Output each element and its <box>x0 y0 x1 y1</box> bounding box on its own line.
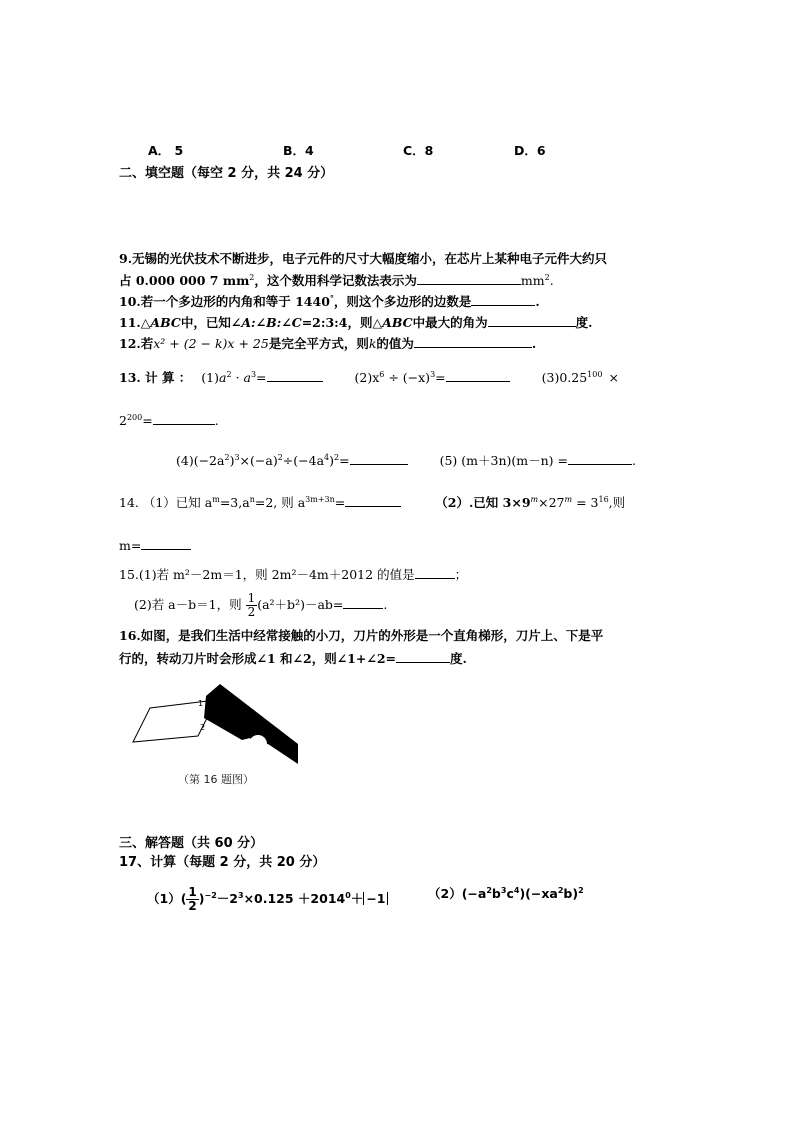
q15-line1: 15.(1)若 m²－2m＝1，则 2m²－4m＋2012 的值是 ； <box>119 567 468 582</box>
q12-answer-blank[interactable] <box>414 335 532 348</box>
q13-2-answer-blank[interactable] <box>446 369 510 382</box>
q13-3-answer-blank[interactable] <box>153 412 215 425</box>
q12: 12.若x² + (2 − k)x + 25是完全平方式，则k的值为 . <box>119 336 537 351</box>
q9-line1: 9.无锡的光伏技术不断进步，电子元件的尺寸大幅度缩小，在芯片上某种电子元件大约只 <box>119 251 608 266</box>
knife-blade <box>204 684 298 764</box>
q9-unit: mm <box>520 273 545 288</box>
q15-line2: (2)若 a－b＝1，则 $\frac{1}{2}$ (a²＋b²)－ab= . <box>134 591 388 619</box>
q16-answer-blank[interactable] <box>396 650 450 663</box>
q14-line2: m= <box>119 537 191 554</box>
section-heading-solutions: 三、解答题（共 60 分） <box>119 836 264 851</box>
q13-line1: 13. 计 算 ： $(1)a^2 \cdot a^3= (2)x^6 \div (-x)^3= (3)0.25^{100}$ × <box>119 369 619 385</box>
choice-b: B．4 <box>283 143 314 158</box>
q13-line2: $2^{200}=$ . <box>119 412 219 428</box>
q9-answer-blank[interactable] <box>417 272 521 285</box>
q13-line3: $(4)(-2a^2)^3\times(-a)^2\div(-4a^4)^2= (5) (m+3n)(m-n)$ = . <box>176 452 636 468</box>
q15-fraction: $\frac{1}{2}$ <box>247 591 256 619</box>
blade-notch <box>249 735 267 753</box>
choice-d: D．6 <box>514 143 546 158</box>
knife-figure <box>128 678 303 770</box>
q10: 10.若一个多边形的内角和等于 1440°，则这个多边形的边数是 . <box>119 292 540 309</box>
q15-1-answer-blank[interactable] <box>415 566 455 579</box>
choice-c: C．8 <box>403 143 434 158</box>
q12-expression: x² + (2 − k)x + 25 <box>153 336 269 351</box>
q9-text: ，这个数用科学记数法表示为 <box>254 273 417 288</box>
q14-line1: 14. （1）已知 $a^m=3,a^n=2$, 则 $a^{3m+3n}= (2)$.已知 $3\times 9^m\times 27^m = 3^{16}$,则 <box>119 494 626 510</box>
angle-2-label: 2 <box>200 723 206 732</box>
figure-caption: （第 16 题图） <box>178 773 254 786</box>
q14-1-answer-blank[interactable] <box>345 494 401 507</box>
q17-heading: 17、计算（每题 2 分，共 20 分） <box>119 855 326 870</box>
q16-line2: 行的，转动刀片时会形成∠1 和∠2，则∠1+∠2= 度. <box>119 651 467 666</box>
q16-line1: 16.如图，是我们生活中经常接触的小刀，刀片的外形是一个直角梯形，刀片上、下是平 <box>119 628 604 643</box>
q11-answer-blank[interactable] <box>488 314 576 327</box>
q13-5-answer-blank[interactable] <box>568 452 632 465</box>
section-heading-fill-in: 二、填空题（每空 2 分，共 24 分） <box>119 166 334 181</box>
knife-handle-outline <box>133 700 216 742</box>
q14-2-answer-blank[interactable] <box>141 537 191 550</box>
q15-2-answer-blank[interactable] <box>343 596 383 609</box>
q17-part2: $(2)(-a^2b^3c^4)(-xa^2b)^2$ <box>428 885 584 901</box>
q13-4-answer-blank[interactable] <box>350 452 408 465</box>
q13-1-answer-blank[interactable] <box>267 369 323 382</box>
q9-value: 占 0.000 000 7 mm <box>119 273 250 288</box>
q10-answer-blank[interactable] <box>471 293 535 306</box>
choice-a: A． 5 <box>148 143 184 158</box>
q17-part1: （1）( $\frac{1}{2}$ )$^{-2}-2^3\times 0.125 +2014^0+ -1$ <box>147 886 388 913</box>
q11: 11.△ABC中，已知∠A:∠B:∠C=2:3:4，则△ABC中最大的角为 度. <box>119 315 593 330</box>
q9-line2: 占 0.000 000 7 $mm^2$，这个数用科学记数法表示为 $mm^2$. <box>119 272 554 288</box>
angle-1-label: 1 <box>198 699 204 708</box>
